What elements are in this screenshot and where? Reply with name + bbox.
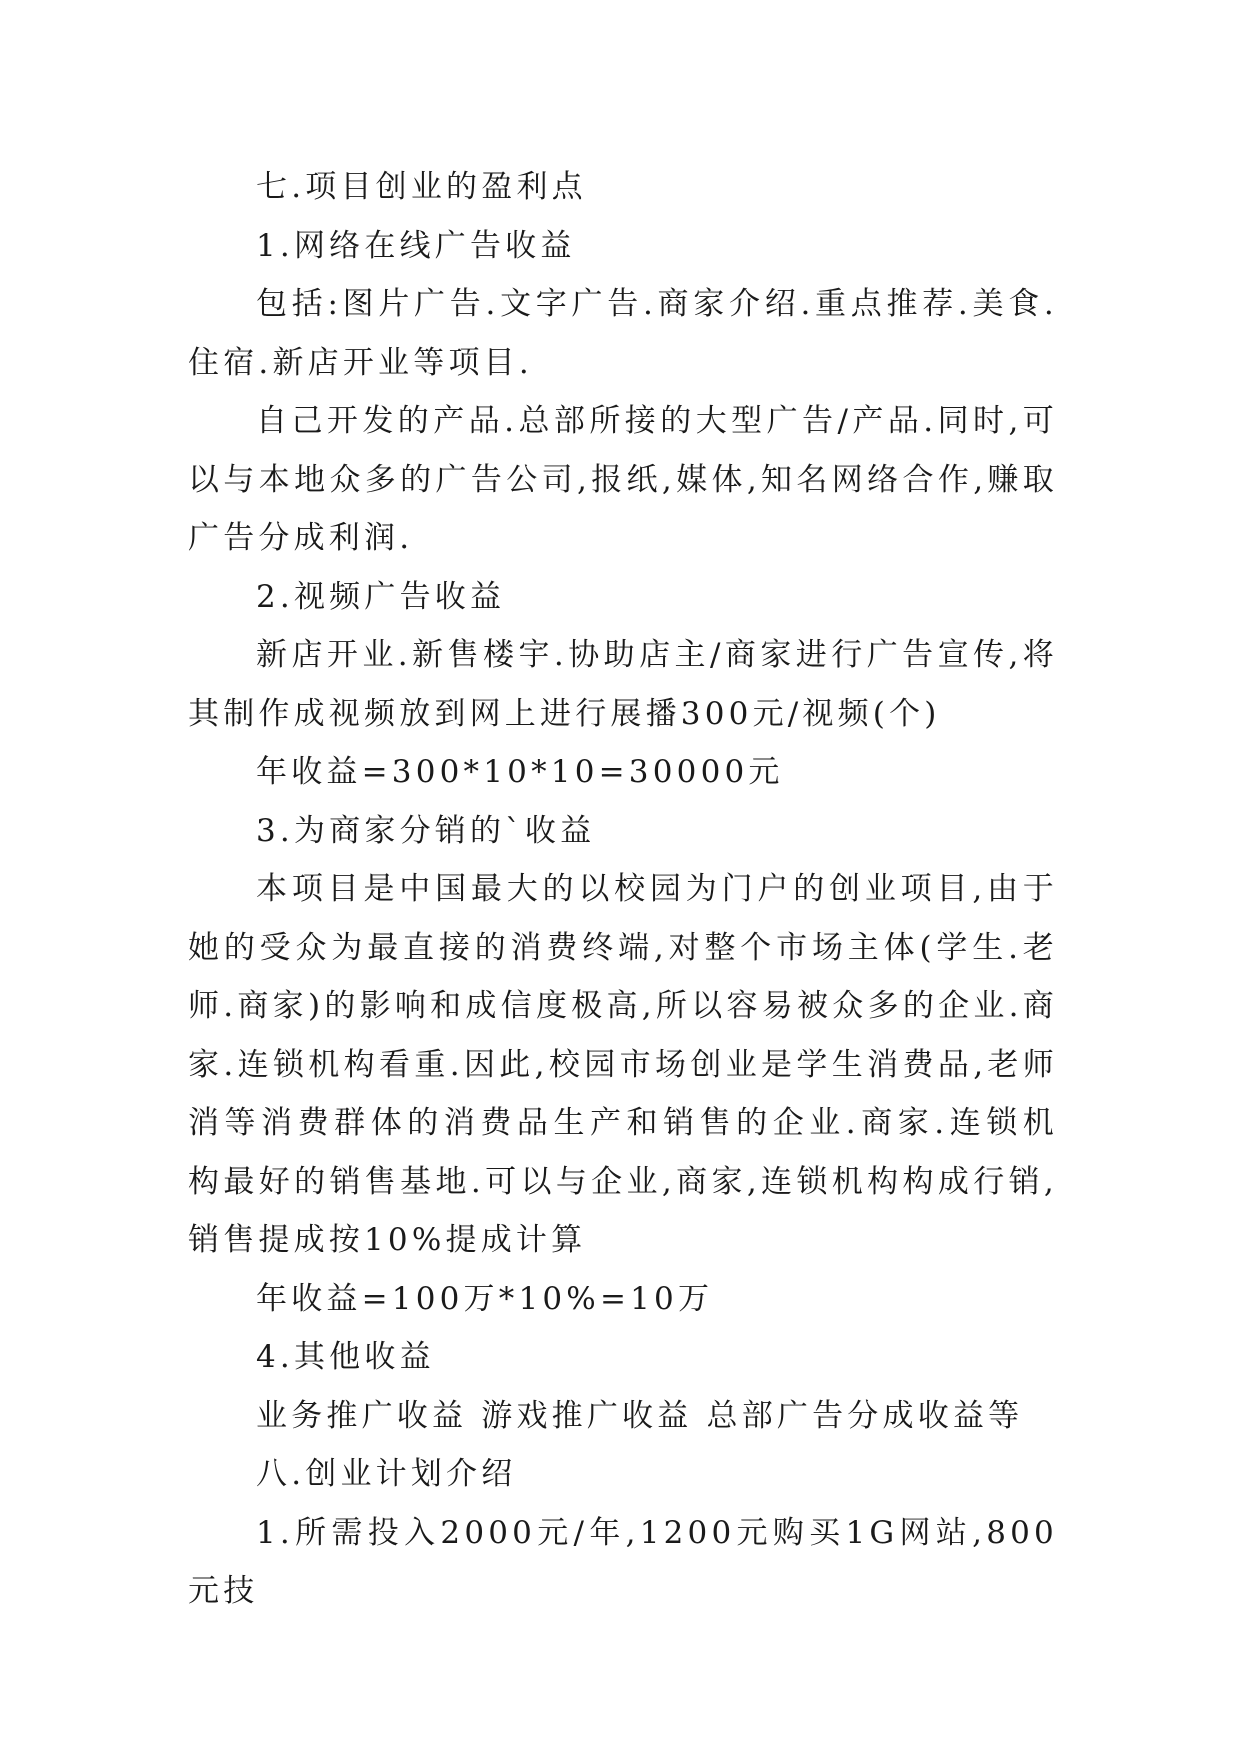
paragraph-campus-project: 本项目是中国最大的以校园为门户的创业项目,由于她的受众为最直接的消费终端,对整个市场主体(学生.老师.商家)的影响和成信度极高,所以容易被众多的企业.商家.连锁机构看重.因此,校园市场创业是学生消费品,老师消等消费群体的消费品生产和销售的企业.商家.连锁机构最好的销售基地.可以与企业,商家,连锁机构构成行销,销售提成按10%提成计算 [188, 871, 1058, 1258]
subheading-video-ad-revenue: 2.视频广告收益 [256, 578, 506, 615]
section-heading-business-plan: 八.创业计划介绍 [256, 1456, 517, 1492]
section-heading-profit-points: 七.项目创业的盈利点 [256, 169, 587, 205]
subheading-other-revenue: 4.其他收益 [256, 1339, 435, 1375]
paragraph-investment: 1.所需投入2000元/年,1200元购买1G网站,800元技 [188, 1514, 1058, 1609]
formula-video-annual-revenue: 年收益=300*10*10=30000元 [256, 754, 784, 790]
subheading-distribution-revenue: 3.为商家分销的`收益 [256, 812, 596, 849]
paragraph-other-revenue: 业务推广收益 游戏推广收益 总部广告分成收益等 [256, 1397, 1024, 1434]
paragraph-ad-types: 包括:图片广告.文字广告.商家介绍.重点推荐.美食.住宿.新店开业等项目. [188, 286, 1058, 381]
formula-distribution-annual-revenue: 年收益=100万*10%=10万 [256, 1280, 714, 1317]
document-body [188, 158, 1058, 1621]
paragraph-video-ads: 新店开业.新售楼宇.协助店主/商家进行广告宣传,将其制作成视频放到网上进行展播300元/视频(个) [188, 637, 1058, 732]
subheading-online-ad-revenue: 1.网络在线广告收益 [256, 227, 576, 264]
paragraph-own-products: 自己开发的产品.总部所接的大型广告/产品.同时,可以与本地众多的广告公司,报纸,媒体,知名网络合作,赚取广告分成利润. [188, 403, 1058, 556]
